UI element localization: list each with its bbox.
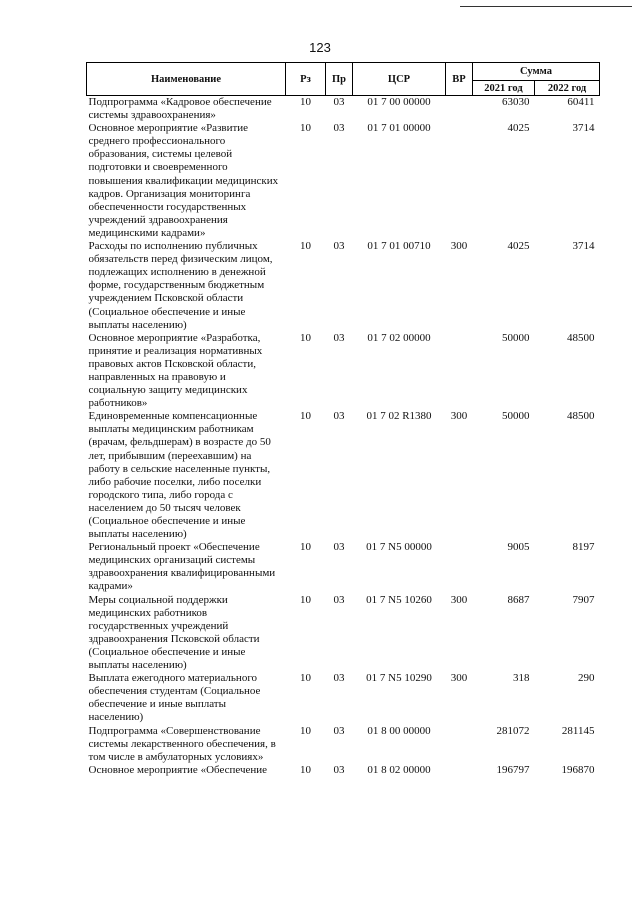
- row-name-cell: Подпрограмма «Кадровое обеспечение системы здравоохранения»: [88, 96, 272, 122]
- row-2021-cell: 8687: [507, 593, 530, 606]
- row-vr-cell: 300: [450, 410, 468, 423]
- table-row: [87, 122, 600, 240]
- row-rz-cell: 10: [300, 331, 311, 344]
- table-row: [87, 96, 600, 123]
- row-pr-cell: 03: [333, 724, 345, 737]
- row-csr-cell: 01 8 02 00000: [367, 763, 431, 776]
- row-pr-cell: 03: [333, 96, 345, 108]
- row-rz-cell: 10: [300, 672, 311, 685]
- row-vr-cell: 300: [450, 672, 468, 685]
- row-vr-cell: 300: [450, 240, 468, 253]
- header-vr: ВР: [446, 63, 473, 96]
- row-name-cell: Расходы по исполнению публичных обязательств перед физическим лицом, подлежащих исполнению в денежной форме, государственным бюджетным учреждением Псковской области (Социальное обеспечение и иные выплаты населению): [88, 240, 273, 331]
- row-2021-cell: 4025: [507, 240, 530, 253]
- table-row: [87, 332, 600, 411]
- table-row: [87, 725, 600, 764]
- row-csr-cell: 01 7 00 00000: [367, 96, 431, 108]
- row-name-cell: Меры социальной поддержки медицинских работников государственных учреждений здравоохранения Псковской области (Социальное обеспечение и иные выплаты населению): [88, 593, 260, 672]
- table-row: [87, 410, 600, 541]
- row-2022-cell: 3714: [572, 240, 595, 253]
- row-pr-cell: 03: [333, 763, 345, 776]
- row-csr-cell: 01 7 01 00710: [367, 240, 431, 253]
- header-rz: Рз: [286, 63, 326, 96]
- row-2022-cell: 290: [578, 672, 595, 685]
- row-rz-cell: 10: [300, 96, 311, 108]
- row-2022-cell: 281145: [561, 724, 595, 737]
- row-pr-cell: 03: [333, 122, 345, 135]
- row-pr-cell: 03: [333, 240, 345, 253]
- header-csr: ЦСР: [353, 63, 446, 96]
- row-2021-cell: 50000: [502, 410, 530, 423]
- row-name-cell: Основное мероприятие «Обеспечение: [88, 763, 268, 776]
- row-2021-cell: 4025: [507, 122, 530, 135]
- page-number: 123: [309, 40, 331, 55]
- row-name-cell: Выплата ежегодного материального обеспечения студентам (Социальное обеспечение и иные выплаты населению): [88, 672, 261, 724]
- row-rz-cell: 10: [300, 763, 311, 776]
- row-pr-cell: 03: [333, 331, 345, 344]
- top-rule: [460, 6, 632, 7]
- table-row: [87, 541, 600, 593]
- row-rz-cell: 10: [300, 724, 311, 737]
- row-2021-cell: 318: [513, 672, 530, 685]
- row-2021-cell: 63030: [502, 96, 530, 108]
- table-row: [87, 672, 600, 724]
- row-vr-cell: [446, 332, 473, 411]
- row-2021-cell: 50000: [502, 331, 530, 344]
- row-2022-cell: 60411: [567, 96, 595, 108]
- header-name: Наименование: [87, 63, 286, 96]
- row-name-cell: Основное мероприятие «Развитие среднего профессионального образования, системы целевой подготовки и своевременного повышения квалификации медицинских кадров. Организация мониторинга обеспеченности государственных учреждений здравоохранения медицинскими кадрами»: [88, 122, 279, 239]
- row-2022-cell: 48500: [567, 331, 595, 344]
- row-2022-cell: 7907: [572, 593, 595, 606]
- table-row: [87, 594, 600, 673]
- row-vr-cell: [446, 725, 473, 764]
- header-pr: Пр: [326, 63, 353, 96]
- header-year-2021: 2021 год: [473, 81, 535, 96]
- row-2022-cell: 8197: [572, 541, 595, 554]
- row-rz-cell: 10: [300, 122, 311, 135]
- row-vr-cell: [446, 96, 473, 123]
- row-csr-cell: 01 7 02 00000: [367, 331, 431, 344]
- row-csr-cell: 01 7 02 R1380: [366, 410, 432, 423]
- row-rz-cell: 10: [300, 541, 311, 554]
- row-2022-cell: 48500: [567, 410, 595, 423]
- header-sum: Сумма: [473, 63, 600, 81]
- row-csr-cell: 01 7 N5 00000: [366, 541, 432, 554]
- budget-table: [86, 62, 600, 777]
- row-vr-cell: 300: [450, 593, 468, 606]
- row-pr-cell: 03: [333, 410, 345, 423]
- row-2021-cell: 9005: [507, 541, 530, 554]
- row-pr-cell: 03: [333, 593, 345, 606]
- row-csr-cell: 01 7 N5 10290: [366, 672, 432, 685]
- row-csr-cell: 01 8 00 00000: [367, 724, 431, 737]
- row-rz-cell: 10: [300, 410, 311, 423]
- row-name-cell: Единовременные компенсационные выплаты медицинским работникам (врачам, фельдшерам) в возрасте до 50 лет, прибывшим (переехавшим) на работу в сельские населенные пункты, либо рабочие поселки, либо поселки городского типа, либо города с населением до 50 тысяч человек (Социальное обеспечение и иные выплаты населению): [88, 410, 271, 541]
- row-2022-cell: 3714: [572, 122, 595, 135]
- row-pr-cell: 03: [333, 672, 345, 685]
- row-csr-cell: 01 7 N5 10260: [366, 593, 432, 606]
- row-rz-cell: 10: [300, 240, 311, 253]
- row-name-cell: Основное мероприятие «Разработка, принятие и реализация нормативных правовых актов Псковской области, направленных на правовую и социальную защиту медицинских работников»: [88, 331, 263, 410]
- row-pr-cell: 03: [333, 541, 345, 554]
- row-vr-cell: [446, 541, 473, 593]
- row-2022-cell: 196870: [561, 763, 595, 776]
- row-name-cell: Подпрограмма «Совершенствование системы лекарственного обеспечения, в том числе в амбулаторных условиях»: [88, 724, 276, 763]
- row-csr-cell: 01 7 01 00000: [367, 122, 431, 135]
- row-vr-cell: [446, 764, 473, 777]
- row-rz-cell: 10: [300, 593, 311, 606]
- header-year-2022: 2022 год: [535, 81, 600, 96]
- row-vr-cell: [446, 122, 473, 240]
- table-row: [87, 240, 600, 332]
- row-2021-cell: 281072: [496, 724, 530, 737]
- table-body: [87, 96, 600, 777]
- row-2021-cell: 196797: [496, 763, 530, 776]
- table-row: [87, 764, 600, 777]
- row-name-cell: Региональный проект «Обеспечение медицинских организаций системы здравоохранения квалифицированными кадрами»: [88, 541, 276, 593]
